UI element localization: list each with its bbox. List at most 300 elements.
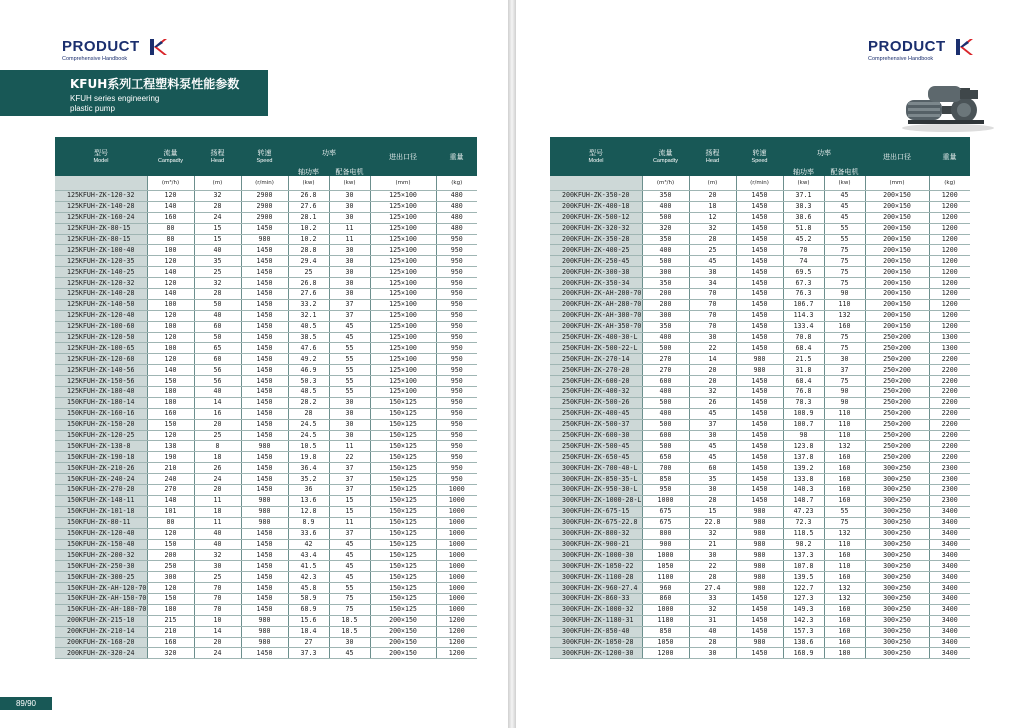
model-cell: 150KFUH-ZK-240-24	[55, 474, 147, 485]
table-row	[550, 354, 970, 365]
model-cell: 125KFUH-ZK-120-35	[55, 256, 147, 267]
value-cell: 75	[824, 267, 865, 278]
value-cell: 300×250	[865, 539, 929, 550]
value-cell: 120	[147, 310, 194, 321]
brand-header-left	[62, 36, 168, 62]
value-cell: 270	[147, 485, 194, 496]
table-row	[55, 506, 477, 517]
value-cell: 149.3	[783, 604, 824, 615]
value-cell: 2200	[929, 387, 970, 398]
value-cell: 1200	[929, 223, 970, 234]
table-row	[550, 234, 970, 245]
value-cell: 980	[736, 561, 783, 572]
table-row	[55, 441, 477, 452]
value-cell: 160	[824, 572, 865, 583]
value-cell: 45	[689, 256, 736, 267]
value-cell: 950	[436, 245, 477, 256]
value-cell: 24	[194, 648, 241, 659]
value-cell: 320	[642, 223, 689, 234]
model-cell: 150KFUH-ZK-150-20	[55, 419, 147, 430]
value-cell: 700	[642, 463, 689, 474]
value-cell: 50	[194, 299, 241, 310]
value-cell: 56	[194, 376, 241, 387]
value-cell: 1000	[436, 485, 477, 496]
value-cell: 1300	[929, 332, 970, 343]
value-cell: 3400	[929, 561, 970, 572]
value-cell: 55	[329, 343, 370, 354]
value-cell: 950	[436, 463, 477, 474]
value-cell: 1450	[241, 245, 288, 256]
value-cell: 2900	[241, 201, 288, 212]
model-cell: 300KFUH-ZK-1000-28-L	[550, 495, 642, 506]
value-cell: 55	[824, 223, 865, 234]
brand-word: PRODUCT	[868, 38, 946, 55]
value-cell: 26.8	[288, 191, 329, 202]
title-en	[70, 94, 159, 114]
value-cell: 110	[824, 430, 865, 441]
value-cell: 24.5	[288, 430, 329, 441]
value-cell: 40	[194, 539, 241, 550]
value-cell: 160	[824, 452, 865, 463]
table-row	[55, 321, 477, 332]
value-cell: 1000	[436, 572, 477, 583]
value-cell: 190	[147, 452, 194, 463]
value-cell: 1450	[241, 430, 288, 441]
value-cell: 300×250	[865, 615, 929, 626]
model-cell: 200KFUH-ZK-320-24	[55, 648, 147, 659]
page-number: 89/90	[0, 697, 52, 710]
value-cell: 3400	[929, 583, 970, 594]
value-cell: 45	[689, 452, 736, 463]
table-row	[55, 354, 477, 365]
value-cell: 45	[329, 321, 370, 332]
col-flow: 流量 Campadty	[147, 137, 194, 176]
value-cell: 30	[689, 485, 736, 496]
value-cell: 350	[642, 234, 689, 245]
value-cell: 133.4	[783, 321, 824, 332]
value-cell: 30	[329, 245, 370, 256]
value-cell: 150	[147, 539, 194, 550]
unit-cell: (m³/h)	[147, 176, 194, 191]
table-row	[550, 648, 970, 659]
col-head: 扬程 Head	[689, 137, 736, 176]
table-row	[550, 321, 970, 332]
value-cell: 200×150	[865, 321, 929, 332]
value-cell: 60	[194, 354, 241, 365]
value-cell: 240	[147, 474, 194, 485]
value-cell: 45	[824, 191, 865, 202]
table-row	[55, 615, 477, 626]
value-cell: 37.1	[783, 191, 824, 202]
value-cell: 18	[194, 452, 241, 463]
value-cell: 35.2	[288, 474, 329, 485]
value-cell: 31	[689, 615, 736, 626]
value-cell: 139.5	[783, 572, 824, 583]
value-cell: 1450	[241, 572, 288, 583]
value-cell: 140	[147, 365, 194, 376]
value-cell: 37	[329, 474, 370, 485]
col-port: 进出口径	[865, 137, 929, 176]
value-cell: 1450	[736, 485, 783, 496]
value-cell: 38.3	[783, 201, 824, 212]
unit-cell: (m)	[194, 176, 241, 191]
value-cell: 70	[689, 289, 736, 300]
value-cell: 110	[824, 299, 865, 310]
model-cell: 250KFUH-ZK-650-45	[550, 452, 642, 463]
value-cell: 16	[194, 408, 241, 419]
model-cell: 300KFUH-ZK-675-22.8	[550, 517, 642, 528]
value-cell: 18	[689, 201, 736, 212]
value-cell: 30	[329, 408, 370, 419]
table-row	[550, 604, 970, 615]
value-cell: 350	[642, 321, 689, 332]
value-cell: 132	[824, 583, 865, 594]
model-cell: 150KFUH-ZK-120-25	[55, 430, 147, 441]
table-row	[55, 463, 477, 474]
value-cell: 70.8	[783, 332, 824, 343]
model-cell: 150KFUH-ZK-AH-120-70	[55, 583, 147, 594]
value-cell: 55	[329, 354, 370, 365]
value-cell: 950	[436, 256, 477, 267]
value-cell: 27.4	[689, 583, 736, 594]
model-cell: 250KFUH-ZK-500-22-L	[550, 343, 642, 354]
value-cell: 127.3	[783, 593, 824, 604]
value-cell: 2900	[241, 191, 288, 202]
table-row	[550, 397, 970, 408]
value-cell: 860	[642, 593, 689, 604]
value-cell: 15	[689, 506, 736, 517]
value-cell: 11	[329, 223, 370, 234]
value-cell: 980	[241, 234, 288, 245]
table-row	[550, 376, 970, 387]
value-cell: 150×125	[370, 397, 436, 408]
table-row	[55, 234, 477, 245]
table-row	[55, 637, 477, 648]
table-row	[55, 365, 477, 376]
value-cell: 1450	[241, 528, 288, 539]
value-cell: 1450	[736, 648, 783, 659]
value-cell: 120	[147, 583, 194, 594]
value-cell: 120	[147, 354, 194, 365]
table-row	[550, 245, 970, 256]
value-cell: 160	[824, 604, 865, 615]
value-cell: 900	[642, 539, 689, 550]
value-cell: 1450	[736, 441, 783, 452]
value-cell: 3400	[929, 539, 970, 550]
value-cell: 1450	[241, 485, 288, 496]
table-row	[55, 452, 477, 463]
value-cell: 1450	[736, 234, 783, 245]
value-cell: 28	[689, 637, 736, 648]
value-cell: 15.6	[288, 615, 329, 626]
model-cell: 150KFUH-ZK-148-11	[55, 495, 147, 506]
value-cell: 120	[147, 278, 194, 289]
value-cell: 200×150	[865, 201, 929, 212]
value-cell: 37.3	[288, 648, 329, 659]
value-cell: 160	[824, 321, 865, 332]
value-cell: 1450	[736, 256, 783, 267]
value-cell: 42.3	[288, 572, 329, 583]
value-cell: 30	[329, 191, 370, 202]
model-cell: 125KFUH-ZK-120-32	[55, 278, 147, 289]
table-row	[55, 267, 477, 278]
value-cell: 76.3	[783, 289, 824, 300]
model-cell: 150KFUH-ZK-120-40	[55, 528, 147, 539]
col-model: 型号 Model	[550, 137, 642, 176]
value-cell: 500	[642, 419, 689, 430]
value-cell: 200×150	[865, 256, 929, 267]
value-cell: 150×125	[370, 419, 436, 430]
value-cell: 180	[147, 387, 194, 398]
table-row	[55, 474, 477, 485]
value-cell: 30	[329, 256, 370, 267]
model-cell: 125KFUH-ZK-140-28	[55, 201, 147, 212]
model-cell: 150KFUH-ZK-160-16	[55, 408, 147, 419]
model-cell: 150KFUH-ZK-300-25	[55, 572, 147, 583]
table-row	[550, 463, 970, 474]
value-cell: 125×100	[370, 343, 436, 354]
unit-cell: (kg)	[436, 176, 477, 191]
value-cell: 3400	[929, 506, 970, 517]
value-cell: 1200	[436, 626, 477, 637]
value-cell: 1450	[241, 593, 288, 604]
value-cell: 125×100	[370, 321, 436, 332]
value-cell: 49.2	[288, 354, 329, 365]
value-cell: 70	[689, 321, 736, 332]
value-cell: 14	[689, 354, 736, 365]
model-cell: 300KFUH-ZK-675-15	[550, 506, 642, 517]
value-cell: 132	[824, 441, 865, 452]
value-cell: 75	[824, 517, 865, 528]
table-row	[550, 408, 970, 419]
col-power: 功率	[288, 137, 370, 168]
table-row	[55, 376, 477, 387]
value-cell: 43.4	[288, 550, 329, 561]
value-cell: 300×250	[865, 561, 929, 572]
value-cell: 32	[194, 550, 241, 561]
value-cell: 150	[147, 376, 194, 387]
value-cell: 37	[824, 365, 865, 376]
table-row	[550, 528, 970, 539]
value-cell: 20	[689, 376, 736, 387]
value-cell: 30	[824, 354, 865, 365]
value-cell: 1450	[241, 397, 288, 408]
value-cell: 12	[689, 212, 736, 223]
value-cell: 1450	[736, 299, 783, 310]
value-cell: 300×250	[865, 583, 929, 594]
value-cell: 1450	[736, 626, 783, 637]
value-cell: 2200	[929, 441, 970, 452]
table-row	[55, 223, 477, 234]
value-cell: 110	[824, 539, 865, 550]
model-cell: 125KFUH-ZK-120-50	[55, 332, 147, 343]
value-cell: 32	[194, 191, 241, 202]
value-cell: 42	[288, 539, 329, 550]
value-cell: 33.2	[288, 299, 329, 310]
value-cell: 950	[436, 289, 477, 300]
model-cell: 300KFUH-ZK-1050-28	[550, 637, 642, 648]
value-cell: 125×100	[370, 332, 436, 343]
value-cell: 950	[642, 485, 689, 496]
value-cell: 960	[642, 583, 689, 594]
value-cell: 1000	[642, 550, 689, 561]
value-cell: 250×200	[865, 343, 929, 354]
value-cell: 106.7	[783, 299, 824, 310]
value-cell: 138	[147, 441, 194, 452]
value-cell: 12.8	[288, 506, 329, 517]
value-cell: 950	[436, 452, 477, 463]
value-cell: 200×150	[865, 267, 929, 278]
value-cell: 76.8	[783, 387, 824, 398]
value-cell: 55	[329, 387, 370, 398]
value-cell: 125×100	[370, 212, 436, 223]
value-cell: 1050	[642, 561, 689, 572]
value-cell: 200×150	[370, 626, 436, 637]
value-cell: 132	[824, 310, 865, 321]
value-cell: 125×100	[370, 191, 436, 202]
units-row	[55, 176, 477, 191]
value-cell: 250×200	[865, 397, 929, 408]
value-cell: 140	[147, 289, 194, 300]
value-cell: 160	[824, 637, 865, 648]
brand-sub: Comprehensive Handbook	[62, 55, 128, 62]
value-cell: 45	[329, 332, 370, 343]
model-cell: 250KFUH-ZK-400-32	[550, 387, 642, 398]
value-cell: 1450	[736, 343, 783, 354]
value-cell: 125×100	[370, 267, 436, 278]
value-cell: 1450	[241, 354, 288, 365]
unit-cell: (m)	[689, 176, 736, 191]
value-cell: 36	[288, 485, 329, 496]
value-cell: 160	[824, 495, 865, 506]
value-cell: 13.6	[288, 495, 329, 506]
value-cell: 75	[824, 245, 865, 256]
table-row	[55, 430, 477, 441]
value-cell: 47.23	[783, 506, 824, 517]
value-cell: 950	[436, 278, 477, 289]
value-cell: 118.5	[783, 528, 824, 539]
value-cell: 11	[329, 517, 370, 528]
value-cell: 25	[288, 267, 329, 278]
value-cell: 40	[194, 387, 241, 398]
value-cell: 100.7	[783, 419, 824, 430]
value-cell: 125×100	[370, 365, 436, 376]
model-cell: 300KFUH-ZK-850-35-L	[550, 474, 642, 485]
table-row	[550, 191, 970, 202]
value-cell: 142.3	[783, 615, 824, 626]
model-cell: 150KFUH-ZK-AH-150-70	[55, 593, 147, 604]
value-cell: 65	[194, 343, 241, 354]
value-cell: 125×100	[370, 310, 436, 321]
value-cell: 30	[329, 430, 370, 441]
value-cell: 10.2	[288, 223, 329, 234]
value-cell: 120	[147, 528, 194, 539]
value-cell: 24.5	[288, 419, 329, 430]
value-cell: 250×200	[865, 441, 929, 452]
value-cell: 30	[689, 430, 736, 441]
table-row	[55, 583, 477, 594]
col-port: 进出口径	[370, 137, 436, 176]
value-cell: 24	[194, 474, 241, 485]
model-cell: 300KFUH-ZK-1050-22	[550, 561, 642, 572]
value-cell: 1450	[736, 223, 783, 234]
value-cell: 1450	[736, 289, 783, 300]
table-row	[550, 419, 970, 430]
value-cell: 250×200	[865, 332, 929, 343]
col-power: 功率	[783, 137, 865, 168]
model-cell: 150KFUH-ZK-190-18	[55, 452, 147, 463]
table-row	[55, 495, 477, 506]
value-cell: 1450	[241, 332, 288, 343]
value-cell: 3400	[929, 648, 970, 659]
value-cell: 148.7	[783, 495, 824, 506]
value-cell: 1000	[436, 561, 477, 572]
model-cell: 125KFUH-ZK-100-60	[55, 321, 147, 332]
value-cell: 1450	[241, 452, 288, 463]
model-cell: 250KFUH-ZK-270-20	[550, 365, 642, 376]
value-cell: 300×250	[865, 626, 929, 637]
table-row	[55, 408, 477, 419]
model-cell: 200KFUH-ZK-250-45	[550, 256, 642, 267]
model-cell: 250KFUH-ZK-500-45	[550, 441, 642, 452]
value-cell: 55	[329, 365, 370, 376]
model-cell: 125KFUH-ZK-180-40	[55, 387, 147, 398]
value-cell: 150×125	[370, 593, 436, 604]
value-cell: 1450	[241, 561, 288, 572]
table-row	[550, 201, 970, 212]
table-row	[55, 310, 477, 321]
model-cell: 125KFUH-ZK-80-15	[55, 234, 147, 245]
value-cell: 75	[329, 593, 370, 604]
koden-logo-icon	[148, 37, 168, 57]
value-cell: 14	[194, 397, 241, 408]
value-cell: 32	[194, 278, 241, 289]
value-cell: 1000	[436, 550, 477, 561]
value-cell: 980	[241, 506, 288, 517]
value-cell: 30	[194, 561, 241, 572]
value-cell: 30	[329, 397, 370, 408]
value-cell: 28.1	[288, 212, 329, 223]
table-row	[550, 299, 970, 310]
value-cell: 1450	[241, 463, 288, 474]
model-cell: 125KFUH-ZK-100-65	[55, 343, 147, 354]
value-cell: 1450	[241, 289, 288, 300]
value-cell: 45	[689, 408, 736, 419]
model-cell: 125KFUH-ZK-100-40	[55, 245, 147, 256]
table-row	[550, 256, 970, 267]
value-cell: 3400	[929, 550, 970, 561]
value-cell: 2200	[929, 452, 970, 463]
value-cell: 1200	[929, 212, 970, 223]
model-cell: 125KFUH-ZK-120-40	[55, 310, 147, 321]
table-row	[550, 561, 970, 572]
model-cell: 200KFUH-ZK-320-32	[550, 223, 642, 234]
value-cell: 70	[194, 593, 241, 604]
model-cell: 150KFUH-ZK-80-11	[55, 517, 147, 528]
value-cell: 108.9	[783, 408, 824, 419]
value-cell: 125×100	[370, 376, 436, 387]
value-cell: 3400	[929, 517, 970, 528]
table-row	[550, 550, 970, 561]
value-cell: 150×125	[370, 463, 436, 474]
model-cell: 300KFUH-ZK-1100-28	[550, 572, 642, 583]
value-cell: 2200	[929, 365, 970, 376]
model-cell: 200KFUH-ZK-400-18	[550, 201, 642, 212]
table-row	[550, 365, 970, 376]
value-cell: 18	[194, 506, 241, 517]
value-cell: 60	[194, 321, 241, 332]
model-cell: 200KFUH-ZK-AH-200-70	[550, 289, 642, 300]
